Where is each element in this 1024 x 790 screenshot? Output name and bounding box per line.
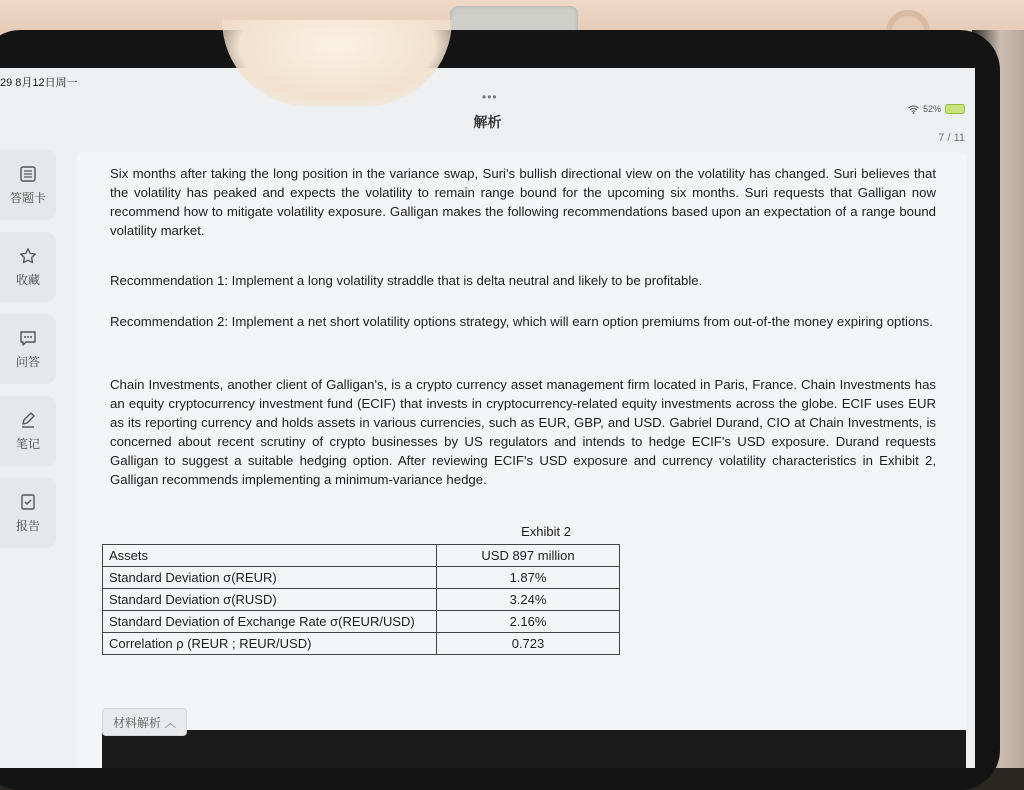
pencil-icon (19, 411, 37, 429)
row-value: USD 897 million (437, 545, 620, 567)
sidebar-item-notes[interactable] (0, 396, 56, 466)
row-label: Assets (103, 545, 437, 567)
exhibit-title: Exhibit 2 (521, 524, 571, 539)
recommendation-1: Recommendation 1: Implement a long volatility straddle that is delta neutral and likely to be profitable. (110, 273, 703, 288)
sidebar-item-label: 问答 (15, 354, 40, 369)
chain-investments-paragraph: Chain Investments, another client of Galligan's, is a crypto currency asset management firm located in Paris, France. Chain Investments has an equity cryptocurrency investment fund (ECIF) that invests in cryptocurrency-related equity investments across the globe. ECIF uses EUR as its reporting currency and holds assets in various currencies, such as EUR, GBP, and USD. Gabriel Durand, CIO at Chain Investments, is concerned about recent scrutiny of crypto businesses by US regulators and intends to hedge ECIF's USD exposure. Durand requests Galligan to suggest a suitable hedging option. After reviewing ECIF's USD exposure and currency volatility characteristics in Exhibit 2, Galligan recommends implementing a minimum-variance hedge. (110, 377, 936, 487)
status-datetime: 29 8月12日周一 (0, 77, 78, 89)
page-indicator: 7 / 11 (938, 132, 965, 144)
table-row (103, 567, 620, 589)
scenario-paragraph: Six months after taking the long position in the variance swap, Suri's bullish directional view on the volatility has changed. Suri believes that the volatility has peaked and expects the volatility to remain range bound for the upcoming six months. Suri requests that Galligan now recommend how to mitigate volatility exposure. Galligan makes the following recommendations based upon an expectation of a range bound volatility market. (110, 166, 936, 238)
battery-percent: 52% (922, 104, 941, 114)
row-label: Standard Deviation of Exchange Rate σ(REUR/USD) (103, 611, 437, 633)
row-value: 2.16% (437, 611, 620, 633)
table-row (103, 589, 620, 611)
bottom-toolbar (102, 730, 966, 768)
material-analysis-button[interactable]: 材料解析 ︿ (102, 708, 187, 736)
sidebar-item-qa[interactable] (0, 314, 56, 384)
sidebar-item-answer-sheet[interactable] (0, 150, 56, 220)
table-row (103, 633, 620, 655)
row-label: Correlation ρ (REUR ; REUR/USD) (103, 633, 437, 655)
answer-sheet-icon (19, 165, 37, 183)
sidebar-item-report[interactable] (0, 478, 56, 548)
sidebar-item-label: 笔记 (15, 436, 40, 451)
star-icon (19, 247, 37, 265)
row-value: 1.87% (437, 567, 620, 589)
row-label: Standard Deviation σ(RUSD) (103, 589, 437, 611)
chat-icon (19, 329, 37, 347)
row-value: 3.24% (437, 589, 620, 611)
tablet-screen (0, 68, 975, 768)
exhibit-table (102, 544, 620, 655)
report-icon (19, 493, 37, 511)
table-row (103, 611, 620, 633)
sidebar-item-label: 报告 (15, 518, 40, 533)
sidebar-item-favorite[interactable] (0, 232, 56, 302)
page-title: 解析 (473, 114, 502, 130)
table-row (103, 545, 620, 567)
recommendation-2: Recommendation 2: Implement a net short volatility options strategy, which will earn option premiums from out-of-the money expiring options. (110, 314, 933, 329)
row-label: Standard Deviation σ(REUR) (103, 567, 437, 589)
question-analysis-panel (76, 152, 966, 768)
row-value: 0.723 (437, 633, 620, 655)
multitask-grabber[interactable]: ••• (482, 90, 498, 104)
sidebar-item-label: 答题卡 (9, 190, 46, 205)
sidebar-item-label: 收藏 (15, 272, 40, 287)
